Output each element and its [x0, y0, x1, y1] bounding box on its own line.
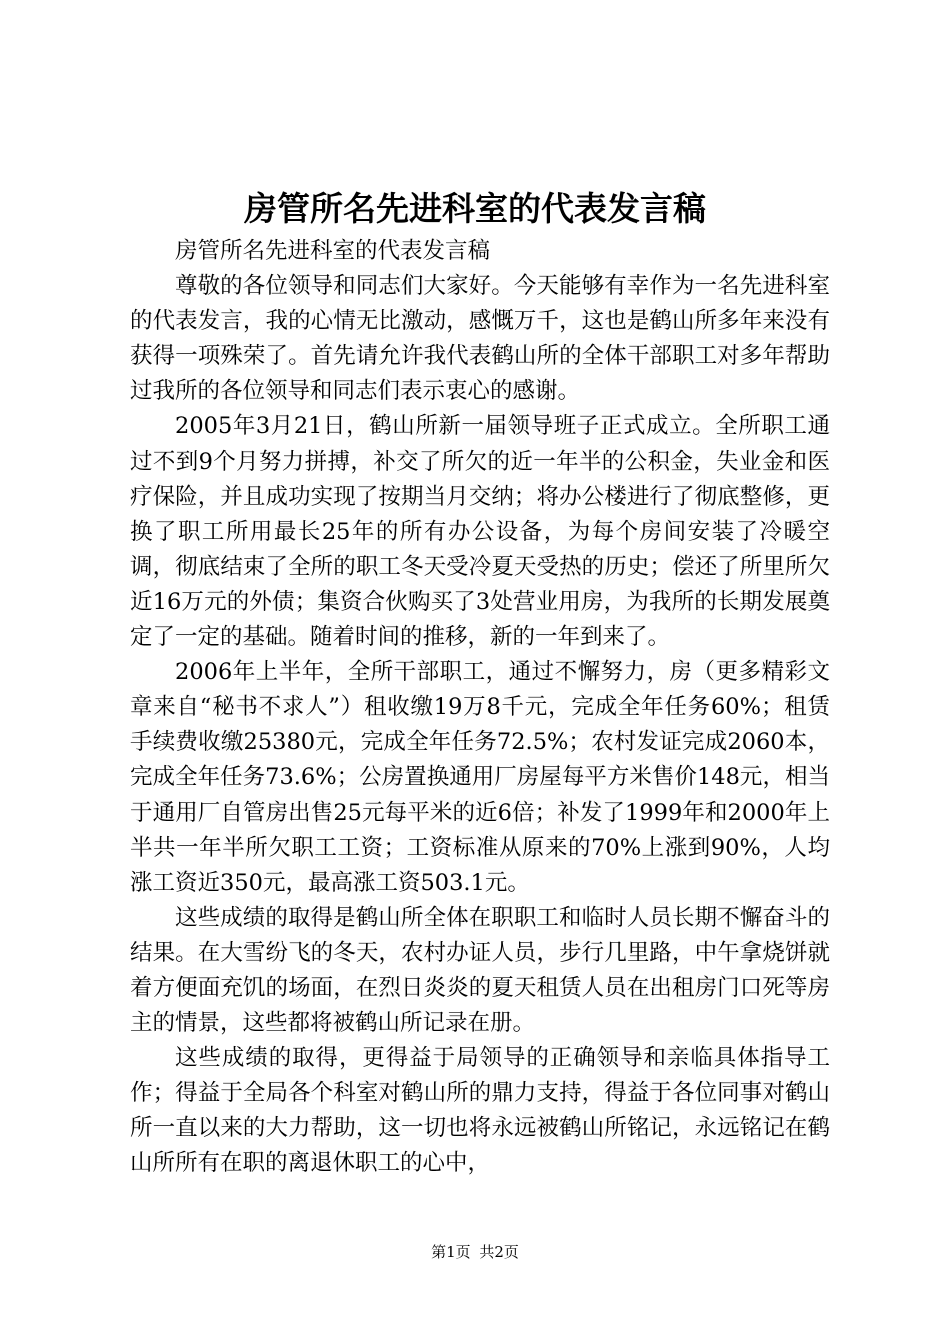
page-footer: [0, 1240, 950, 1264]
body-paragraph: 尊敬的各位领导和同志们大家好。今天能够有幸作为一名先进科室的代表发言，我的心情无比激动，感慨万千，这也是鹤山所多年来没有获得一项殊荣了。首先请允许我代表鹤山所的全体干部职工对多年帮助过我所的各位领导和同志们表示衷心的感谢。: [130, 273, 830, 405]
page-total: 共2页: [479, 1243, 519, 1261]
page-number: 第1页: [431, 1243, 471, 1261]
subtitle-paragraph: 房管所名先进科室的代表发言稿: [175, 238, 491, 264]
document-body: [130, 234, 830, 1182]
body-paragraph: 2005年3月21日，鹤山所新一届领导班子正式成立。全所职工通过不到9个月努力拼搏，补交了所欠的近一年半的公积金，失业金和医疗保险，并且成功实现了按期当月交纳；将办公楼进行了彻底整修，更换了职工所用最长25年的所有办公设备，为每个房间安装了冷暖空调，彻底结束了全所的职工冬天受冷夏天受热的历史；偿还了所里所欠近16万元的外债；集资合伙购买了3处营业用房，为我所的长期发展奠定了一定的基础。随着时间的推移，新的一年到来了。: [130, 413, 830, 651]
body-paragraph: 这些成绩的取得，更得益于局领导的正确领导和亲临具体指导工作；得益于全局各个科室对鹤山所的鼎力支持，得益于各位同事对鹤山所一直以来的大力帮助，这一切也将永远被鹤山所铭记，永远铭记在鹤山所所有在职的离退休职工的心中，: [130, 1045, 830, 1177]
document-title: 房管所名先进科室的代表发言稿: [244, 189, 706, 228]
body-paragraph: 2006年上半年，全所干部职工，通过不懈努力，房（更多精彩文章来自“秘书不求人”）租收缴19万8千元，完成全年任务60%；租赁手续费收缴25380元，完成全年任务72.5%；农村发证完成2060本，完成全年任务73.6%；公房置换通用厂房屋每平方米售价148元，相当于通用厂自管房出售25元每平米的近6倍；补发了1999年和2000年上半共一年半所欠职工工资；工资标准从原来的70%上涨到90%，人均涨工资近350元，最高涨工资503.1元。: [130, 659, 830, 896]
body-paragraph: 这些成绩的取得是鹤山所全体在职职工和临时人员长期不懈奋斗的结果。在大雪纷飞的冬天，农村办证人员，步行几里路，中午拿烧饼就着方便面充饥的场面，在烈日炎炎的夏天租赁人员在出租房门口死等房主的情景，这些都将被鹤山所记录在册。: [130, 904, 830, 1037]
